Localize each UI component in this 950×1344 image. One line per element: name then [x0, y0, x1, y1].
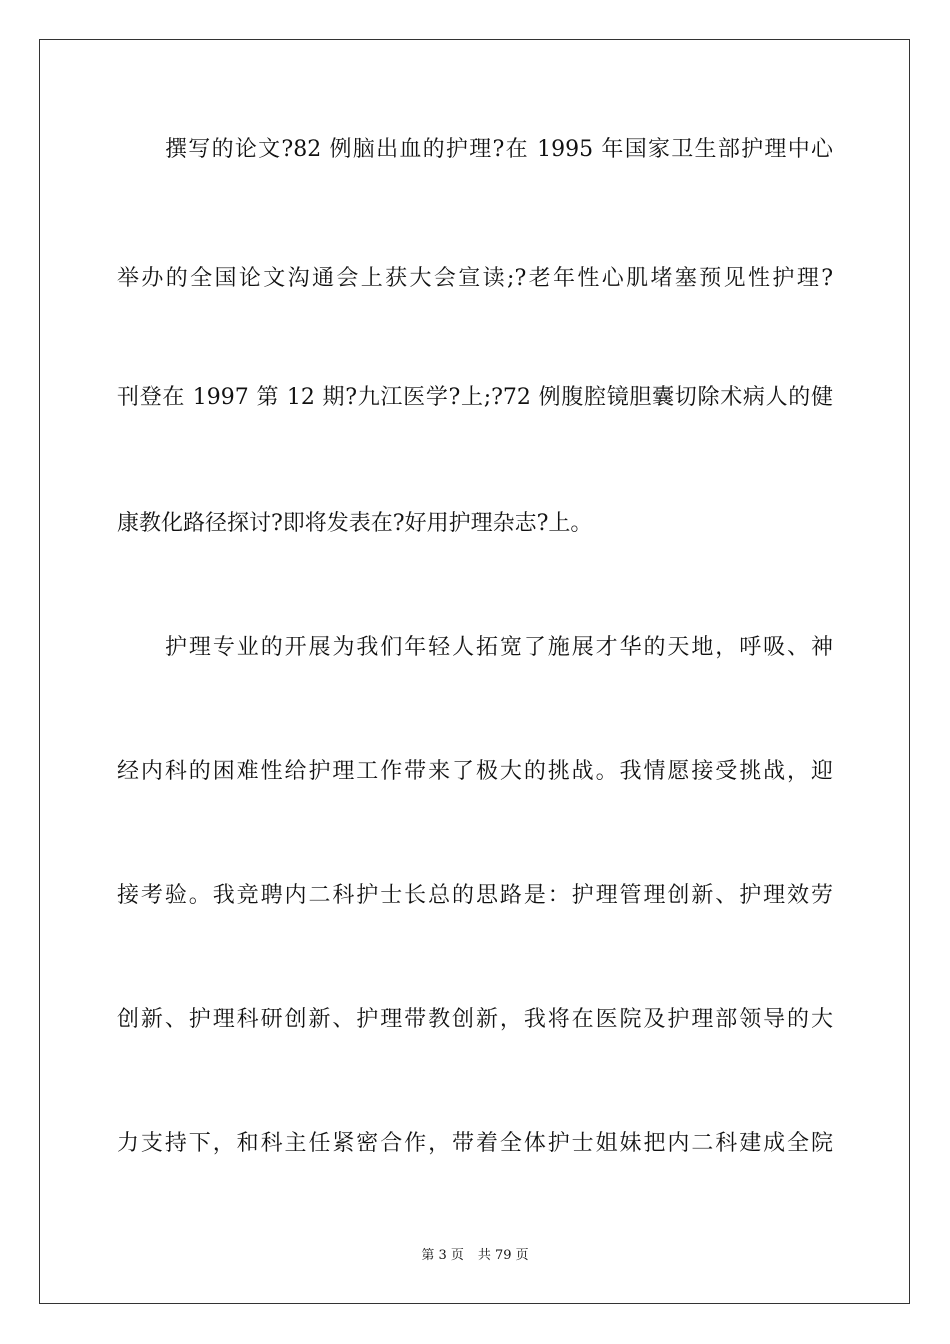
- paragraph-line-5: 护理专业的开展为我们年轻人拓宽了施展才华的天地，呼吸、神: [165, 635, 833, 660]
- paragraph-line-9: 力支持下，和科主任紧密合作，带着全体护士姐妹把内二科建成全院: [117, 1131, 833, 1156]
- paragraph-line-8: 创新、护理科研创新、护理带教创新，我将在医院及护理部领导的大: [117, 1007, 833, 1032]
- page-footer: [0, 1247, 950, 1265]
- total-pages: 共 79 页: [477, 1248, 529, 1263]
- page-number: 第 3 页: [421, 1248, 464, 1263]
- paragraph-line-4: 康教化路径探讨?即将发表在?好用护理杂志?上。: [117, 511, 593, 536]
- paragraph-line-2: 举办的全国论文沟通会上获大会宣读;?老年性心肌堵塞预见性护理?: [117, 266, 833, 291]
- paragraph-line-7: 接考验。我竞聘内二科护士长总的思路是：护理管理创新、护理效劳: [117, 883, 833, 908]
- paragraph-line-6: 经内科的困难性给护理工作带来了极大的挑战。我情愿接受挑战，迎: [117, 759, 833, 784]
- paragraph-line-1: 撰写的论文?82 例脑出血的护理?在 1995 年国家卫生部护理中心: [165, 137, 833, 162]
- paragraph-line-3: 刊登在 1997 第 12 期?九江医学?上;?72 例腹腔镜胆囊切除术病人的健: [117, 385, 833, 410]
- page-border: [39, 39, 910, 1304]
